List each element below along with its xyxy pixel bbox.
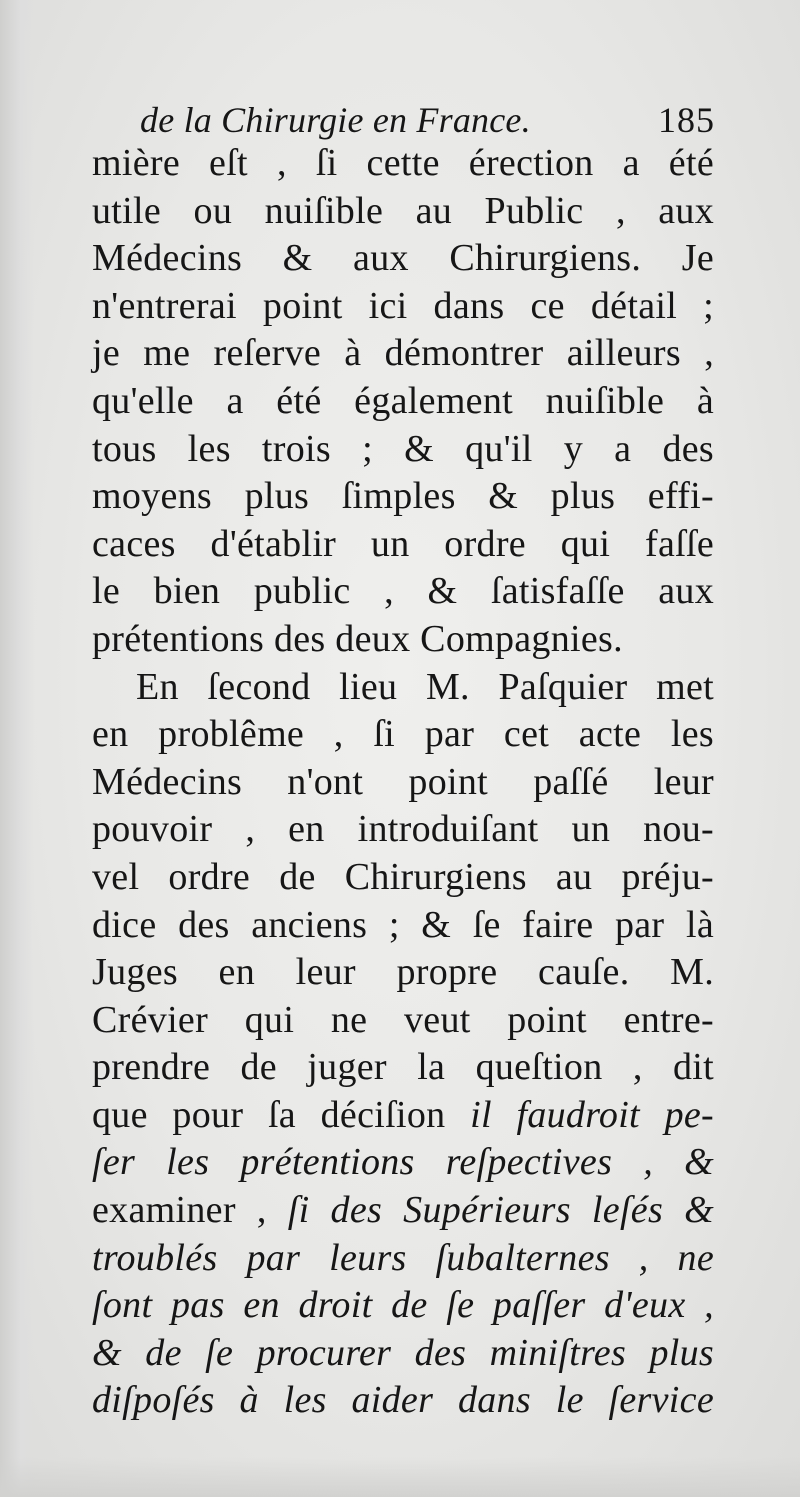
text-line: Médecins & aux Chirurgiens. Je [92, 237, 714, 280]
roman-segment: examiner , [92, 1189, 288, 1232]
text-line: prendre de juger la queſtion , dit [92, 1046, 714, 1089]
paragraph-start-line: En ſecond lieu M. Paſquier met [136, 665, 714, 708]
page-header [140, 98, 715, 144]
body-text [92, 140, 714, 1425]
text-line: je me reſerve à démontrer ailleurs , [92, 332, 714, 375]
page-gutter-shadow [0, 0, 34, 1497]
text-line: vel ordre de Chirurgiens au préju- [92, 855, 714, 898]
text-line: dice des anciens ; & ſe faire par là [92, 903, 714, 946]
text-line: Crévier qui ne veut point entre- [92, 998, 714, 1041]
text-line: pouvoir , en introduiſant un nou- [92, 808, 714, 851]
mixed-text-line [92, 1092, 714, 1140]
page-number: 185 [658, 100, 715, 140]
text-line: caces d'établir un ordre qui faſſe [92, 522, 714, 565]
running-title: de la Chirurgie en France. [140, 100, 531, 140]
italic-text-line: ſont pas en droit de ſe paſſer d'eux , [92, 1284, 714, 1327]
mixed-text-line [92, 1187, 714, 1235]
text-line: utile ou nuiſible au Public , aux [92, 189, 714, 232]
italic-segment: ſi des Supérieurs leſés & [287, 1189, 715, 1232]
text-line: qu'elle a été également nuiſible à [92, 379, 714, 422]
italic-text-line: diſpoſés à les aider dans le ſervice [92, 1379, 714, 1422]
text-line: moyens plus ſimples & plus effi- [92, 475, 714, 518]
page-bottom-shadow [0, 1457, 800, 1497]
italic-text-line: ſer les prétentions reſpectives , & [92, 1141, 714, 1184]
italic-segment: il faudroit pe- [470, 1093, 714, 1136]
text-line: n'entrerai point ici dans ce détail ; [92, 284, 714, 327]
text-line: le bien public , & ſatisfaſſe aux [92, 570, 714, 613]
italic-text-line: troublés par leurs ſubalternes , ne [92, 1236, 714, 1279]
text-line: tous les trois ; & qu'il y a des [92, 427, 714, 470]
text-line: mière eſt , ſi cette érection a été [92, 142, 714, 184]
text-line: Médecins n'ont point paſſé leur [92, 760, 714, 803]
italic-text-line: & de ſe procurer des miniſtres plus [92, 1331, 714, 1374]
text-line: en problême , ſi par cet acte les [92, 713, 714, 756]
text-line: Juges en leur propre cauſe. M. [92, 951, 714, 994]
roman-segment: que pour ſa déciſion [92, 1093, 471, 1136]
paragraph-end-line: prétentions des deux Compagnies. [92, 617, 623, 660]
